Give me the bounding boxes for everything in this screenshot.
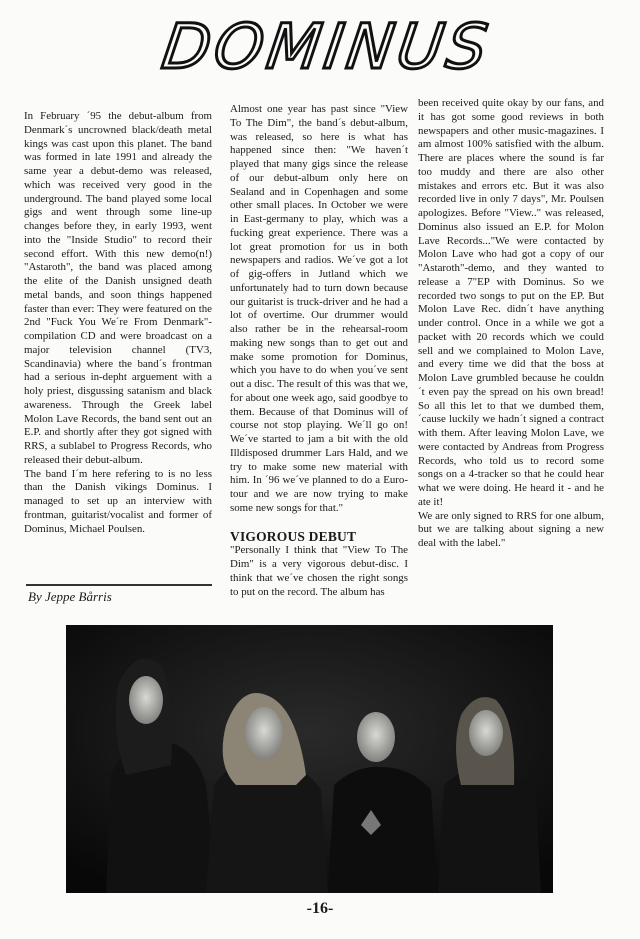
title-text: DOMINUS (157, 10, 496, 83)
page-title-logo (157, 2, 496, 83)
paragraph: Almost one year has past since "View To The Dim", the band´s debut-album, was released, so here is what has happened since then: "We haven´t played that many gigs since the release of our debut-album only here on Sealand and in Copenhagen and some other small places. In October we were in East-germany to play, which was a fucking great experience. There was a lot great promotion for us in both newspapers and radios. We´ve got a lot of gig-offers in Jutland which we unfortunately had to turn down because our guitarist is truck-driver and he had a lot of overtime. Our drummer would also rather be in the rehearsal-room making new songs than to get out and make some promotion for Dominus, which you have to do when you´ve sent out a disc. The result of this was that we, for about one week ago, said goodbye to them. Because of that Dominus will of course not stop playing. We´ll go on! We´ve started to jam a bit with the old Illdisposed drummer Lars Hald, and we try to make some new material with him. In ´96 we´ve planned to do a Euro-tour and we are now trying to make some new songs for that." (230, 103, 408, 514)
page-number: -16- (306, 900, 334, 917)
article-column-2 (230, 103, 408, 599)
byline: By Jeppe Bårris (28, 589, 112, 604)
paragraph: "Personally I think that "View To The Dim" is a very vigorous debut-disc. I think that we´ve chosen the right songs to put on the record. The album has (230, 544, 408, 598)
band-photo-image (66, 625, 553, 893)
byline-divider (26, 584, 212, 586)
article-column-3 (418, 97, 604, 551)
paragraph: been received quite okay by our fans, and it has got some good reviews in both newspapers and other music-magazines. I am almost 100% satisfied with the album. There are places where the sound is far too muddy and there are also other mistakes and errors etc. But it was also recorded live in only 7 days", Mr. Poulsen apologizes. Before "View.." was released, Dominus also issued an E.P. for Molon Lave Records..."We were contacted by Molon Lave who had got a copy of our "Astaroth"-demo, and they wanted to release a 7"EP with Dominus. So we recorded two songs to put on the EP. But Molon Lave Rec. didn´t have anything under control. Once in a while we got a packet with 20 records which we could sell and we complained to Molon Lave, and every time we did that the boss at Molon Lave grumbled because he couldn´t even pay the spread on his own bread! So all this let to that we dumbed them, ´cause luckily we hadn´t signed a contract with them. After leaving Molon Lave, we were contacted by Andreas from Progress Records, who told us to record some songs on a 4-tracker so that he could hear what we were doing. He heard it - and he ate it! (418, 97, 604, 508)
paragraph: The band I´m here refering to is no less than the Danish vikings Dominus. I managed to set up an interview with frontman, guitarist/vocalist and former of Dominus, Michael Poulsen. (24, 467, 212, 535)
subheading: VIGOROUS DEBUT (230, 528, 357, 544)
paragraph: In February ´95 the debut-album from Denmark´s uncrowned black/death metal kings was cast upon this planet. The band was formed in late 1991 and already the same year a debut-demo was released, which was received very good in the underground. The band played some local gigs and went through some line-up changes before they, in early 1993, went into the "Inside Studio" to record their second effort. With this new demo(n!) "Astaroth", the band was placed among the elite of the Danish unsigned death metal bands, and soon things happened faster than ever: They were featured on the 2nd "Fuck You We´re From Denmark"-compilation CD and were broadcast on a major television channel (TV3, Scandinavia) where the band´s frontman had a serious in-depht arguement with a holy priest, disgussing satanism and black awareness. Through the Greek label Molon Lave Records, the band sent out an E.P. and shortly after they got signed with RRS, a sublabel to Progress Records, who released their debut-album. (24, 110, 212, 466)
article-column-1 (24, 110, 212, 536)
band-photo (66, 625, 553, 893)
paragraph: We are only signed to RRS for one album, but we are talking about signing a new deal with the label." (418, 509, 604, 549)
